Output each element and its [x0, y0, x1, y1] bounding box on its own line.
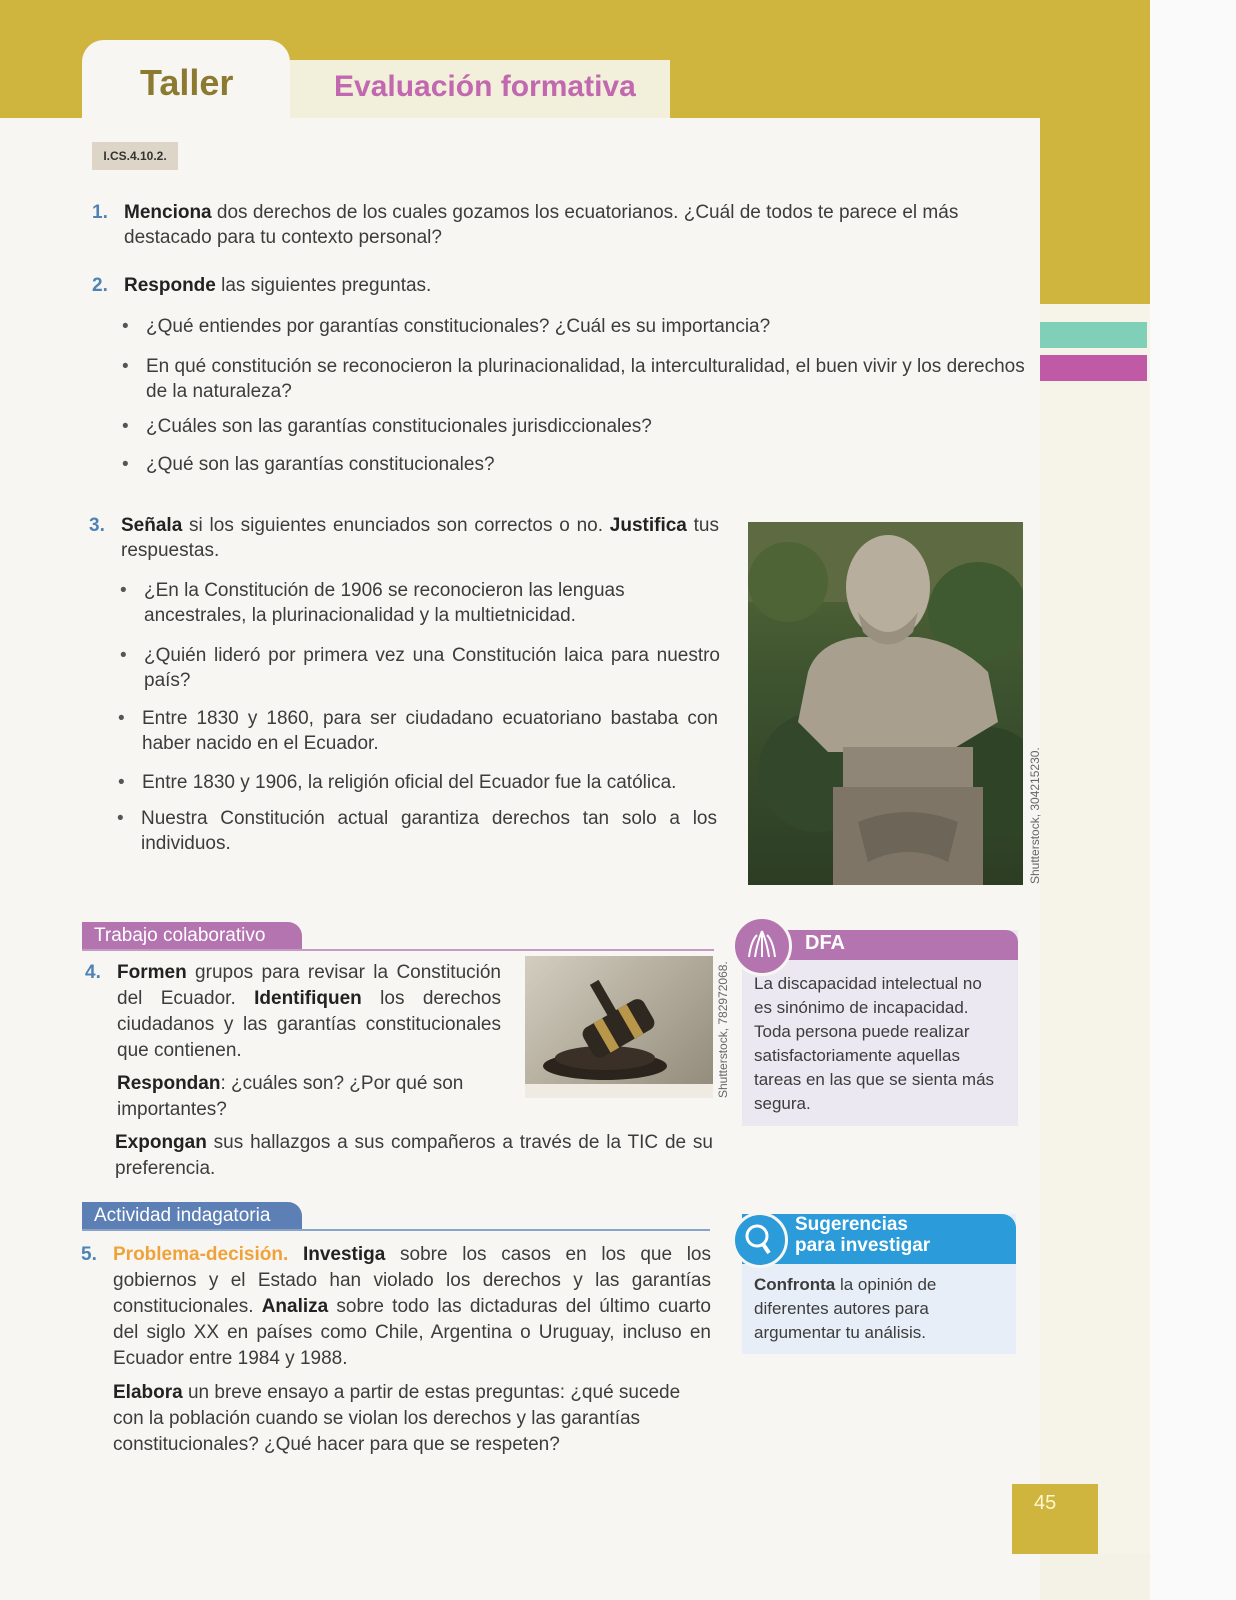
tab-evaluacion — [290, 60, 670, 118]
question-3-end: tus respuestas. — [121, 515, 719, 561]
page-number-box — [1012, 1484, 1098, 1554]
q3-bullet-5: • Nuestra Constitución actual garantiza derechos tan solo a los individuos. — [141, 806, 717, 856]
question-4-text-3: : ¿cuáles son? ¿Por qué son importantes? — [117, 1073, 464, 1120]
taller-label: Taller — [140, 62, 234, 103]
question-5-verb3: Elabora — [113, 1382, 183, 1403]
question-2-verb: Responde — [124, 275, 216, 296]
question-4-verb2: Identifiquen — [254, 988, 362, 1009]
question-4-text-1: grupos para revisar la Constitución del Ecuador. — [117, 962, 501, 1009]
question-4-text-2: los derechos ciudadanos y las garantías constitucionales que contienen. — [117, 988, 501, 1061]
sugerencias-title — [795, 1214, 930, 1256]
question-2-text: las siguientes preguntas. — [215, 275, 432, 296]
question-4-respond — [117, 1071, 501, 1123]
hands-icon — [732, 916, 792, 976]
gavel-illustration — [525, 956, 713, 1098]
gavel-photo-credit: Shutterstock, 782972068. — [716, 961, 730, 1098]
question-1-text: dos derechos de los cuales gozamos los ecuatorianos. ¿Cuál de todos te parece el más destacado para tu contexto personal? — [124, 202, 959, 248]
question-2 — [92, 273, 1029, 298]
q3-bullet-4: • Entre 1830 y 1906, la religión oficial del Ecuador fue la católica. — [142, 770, 718, 795]
q2-bullet-3: • ¿Cuáles son las garantías constitucionales jurisdiccionales? — [146, 414, 1026, 439]
sugerencias-title-line-2: para investigar — [795, 1235, 931, 1256]
question-2-number: 2. — [92, 275, 108, 296]
question-4-verb: Formen — [117, 962, 187, 983]
question-5 — [81, 1242, 711, 1372]
dfa-text: La discapacidad intelectual no es sinónimo de incapacidad. Toda persona puede realizar satisfactoriamente aquellas tareas en las que se sienta más segura. — [754, 974, 995, 1113]
trabajo-colaborativo-line — [82, 949, 714, 951]
tab-taller — [82, 40, 290, 120]
question-5-text-2: sobre todo las dictaduras del último cuarto del siglo XX en países como Chile, Argentina o Uruguay, incluso en Ecuador entre 1984 y 1988. — [113, 1296, 711, 1369]
question-5-number: 5. — [81, 1244, 97, 1265]
problema-decision-tag: Problema-decisión. — [113, 1244, 289, 1265]
q3-bullet-2: • ¿Quién lideró por primera vez una Constitución laica para nuestro país? — [144, 643, 720, 693]
pink-marker — [1040, 355, 1147, 381]
side-margin — [1040, 304, 1150, 1554]
question-4-number: 4. — [85, 962, 101, 983]
question-5-text-3: un breve ensayo a partir de estas preguntas: ¿qué sucede con la población cuando se violan los derechos y las garantías constitucionales? ¿Qué hacer para que se respeten? — [113, 1382, 681, 1455]
question-3-verb2: Justifica — [609, 515, 687, 536]
q3-bullet-1: • ¿En la Constitución de 1906 se reconocieron las lenguas ancestrales, la plurinacionalidad y la multietnicidad. — [144, 578, 720, 628]
sugerencias-title-line-1: Sugerencias — [795, 1214, 908, 1235]
page-number: 45 — [1034, 1492, 1057, 1514]
dfa-title: DFA — [805, 932, 845, 954]
sugerencias-verb: Confronta — [754, 1275, 836, 1294]
sugerencias-text — [754, 1273, 1004, 1345]
question-4 — [85, 960, 501, 1064]
question-3-text: si los siguientes enunciados son correctos o no. — [182, 515, 610, 536]
question-3-verb: Señala — [121, 515, 183, 536]
actividad-indagatoria-header: Actividad indagatoria — [82, 1202, 302, 1230]
question-1-number: 1. — [92, 202, 108, 223]
question-5-essay — [113, 1380, 713, 1458]
question-4-text-4: sus hallazgos a sus compañeros a través de la TIC de su preferencia. — [115, 1132, 713, 1179]
page-edge — [1150, 0, 1236, 1600]
question-1 — [92, 200, 1029, 250]
evaluacion-label: Evaluación formativa — [334, 70, 636, 103]
question-1-verb: Menciona — [124, 202, 212, 223]
sugerencias-body: la opinión de diferentes autores para argumentar tu análisis. — [754, 1275, 937, 1342]
question-4-verb3: Respondan — [117, 1073, 221, 1094]
gavel-photo — [525, 956, 713, 1098]
question-5-text-1: sobre los casos en los que los gobiernos y el Estado han violado los derechos y las garantías constitucionales. — [113, 1244, 711, 1317]
question-3 — [89, 513, 719, 563]
statue-photo-credit: Shutterstock, 304215230. — [1028, 747, 1042, 884]
side-color-band — [1040, 118, 1150, 304]
question-4-verb4: Expongan — [115, 1132, 207, 1153]
question-3-number: 3. — [89, 515, 105, 536]
statue-photo — [748, 522, 1023, 885]
question-5-verb2: Analiza — [261, 1296, 329, 1317]
question-5-verb: Investiga — [302, 1244, 386, 1265]
actividad-indagatoria-line — [82, 1229, 710, 1231]
trabajo-colaborativo-header: Trabajo colaborativo — [82, 922, 302, 950]
teal-marker — [1040, 322, 1147, 348]
q3-bullet-3: • Entre 1830 y 1860, para ser ciudadano ecuatoriano bastaba con haber nacido en el Ecuador. — [142, 706, 718, 756]
bust-illustration — [748, 522, 1023, 885]
question-4-expose — [115, 1130, 713, 1182]
q2-bullet-1: • ¿Qué entiendes por garantías constitucionales? ¿Cuál es su importancia? — [146, 314, 1026, 339]
q2-bullet-4: • ¿Qué son las garantías constitucionales? — [146, 452, 1026, 477]
q2-bullet-2: • En qué constitución se reconocieron la plurinacionalidad, la interculturalidad, el buen vivir y los derechos de la naturaleza? — [146, 354, 1030, 404]
magnifier-icon — [732, 1212, 788, 1268]
indicator-code-badge: I.CS.4.10.2. — [92, 142, 178, 170]
